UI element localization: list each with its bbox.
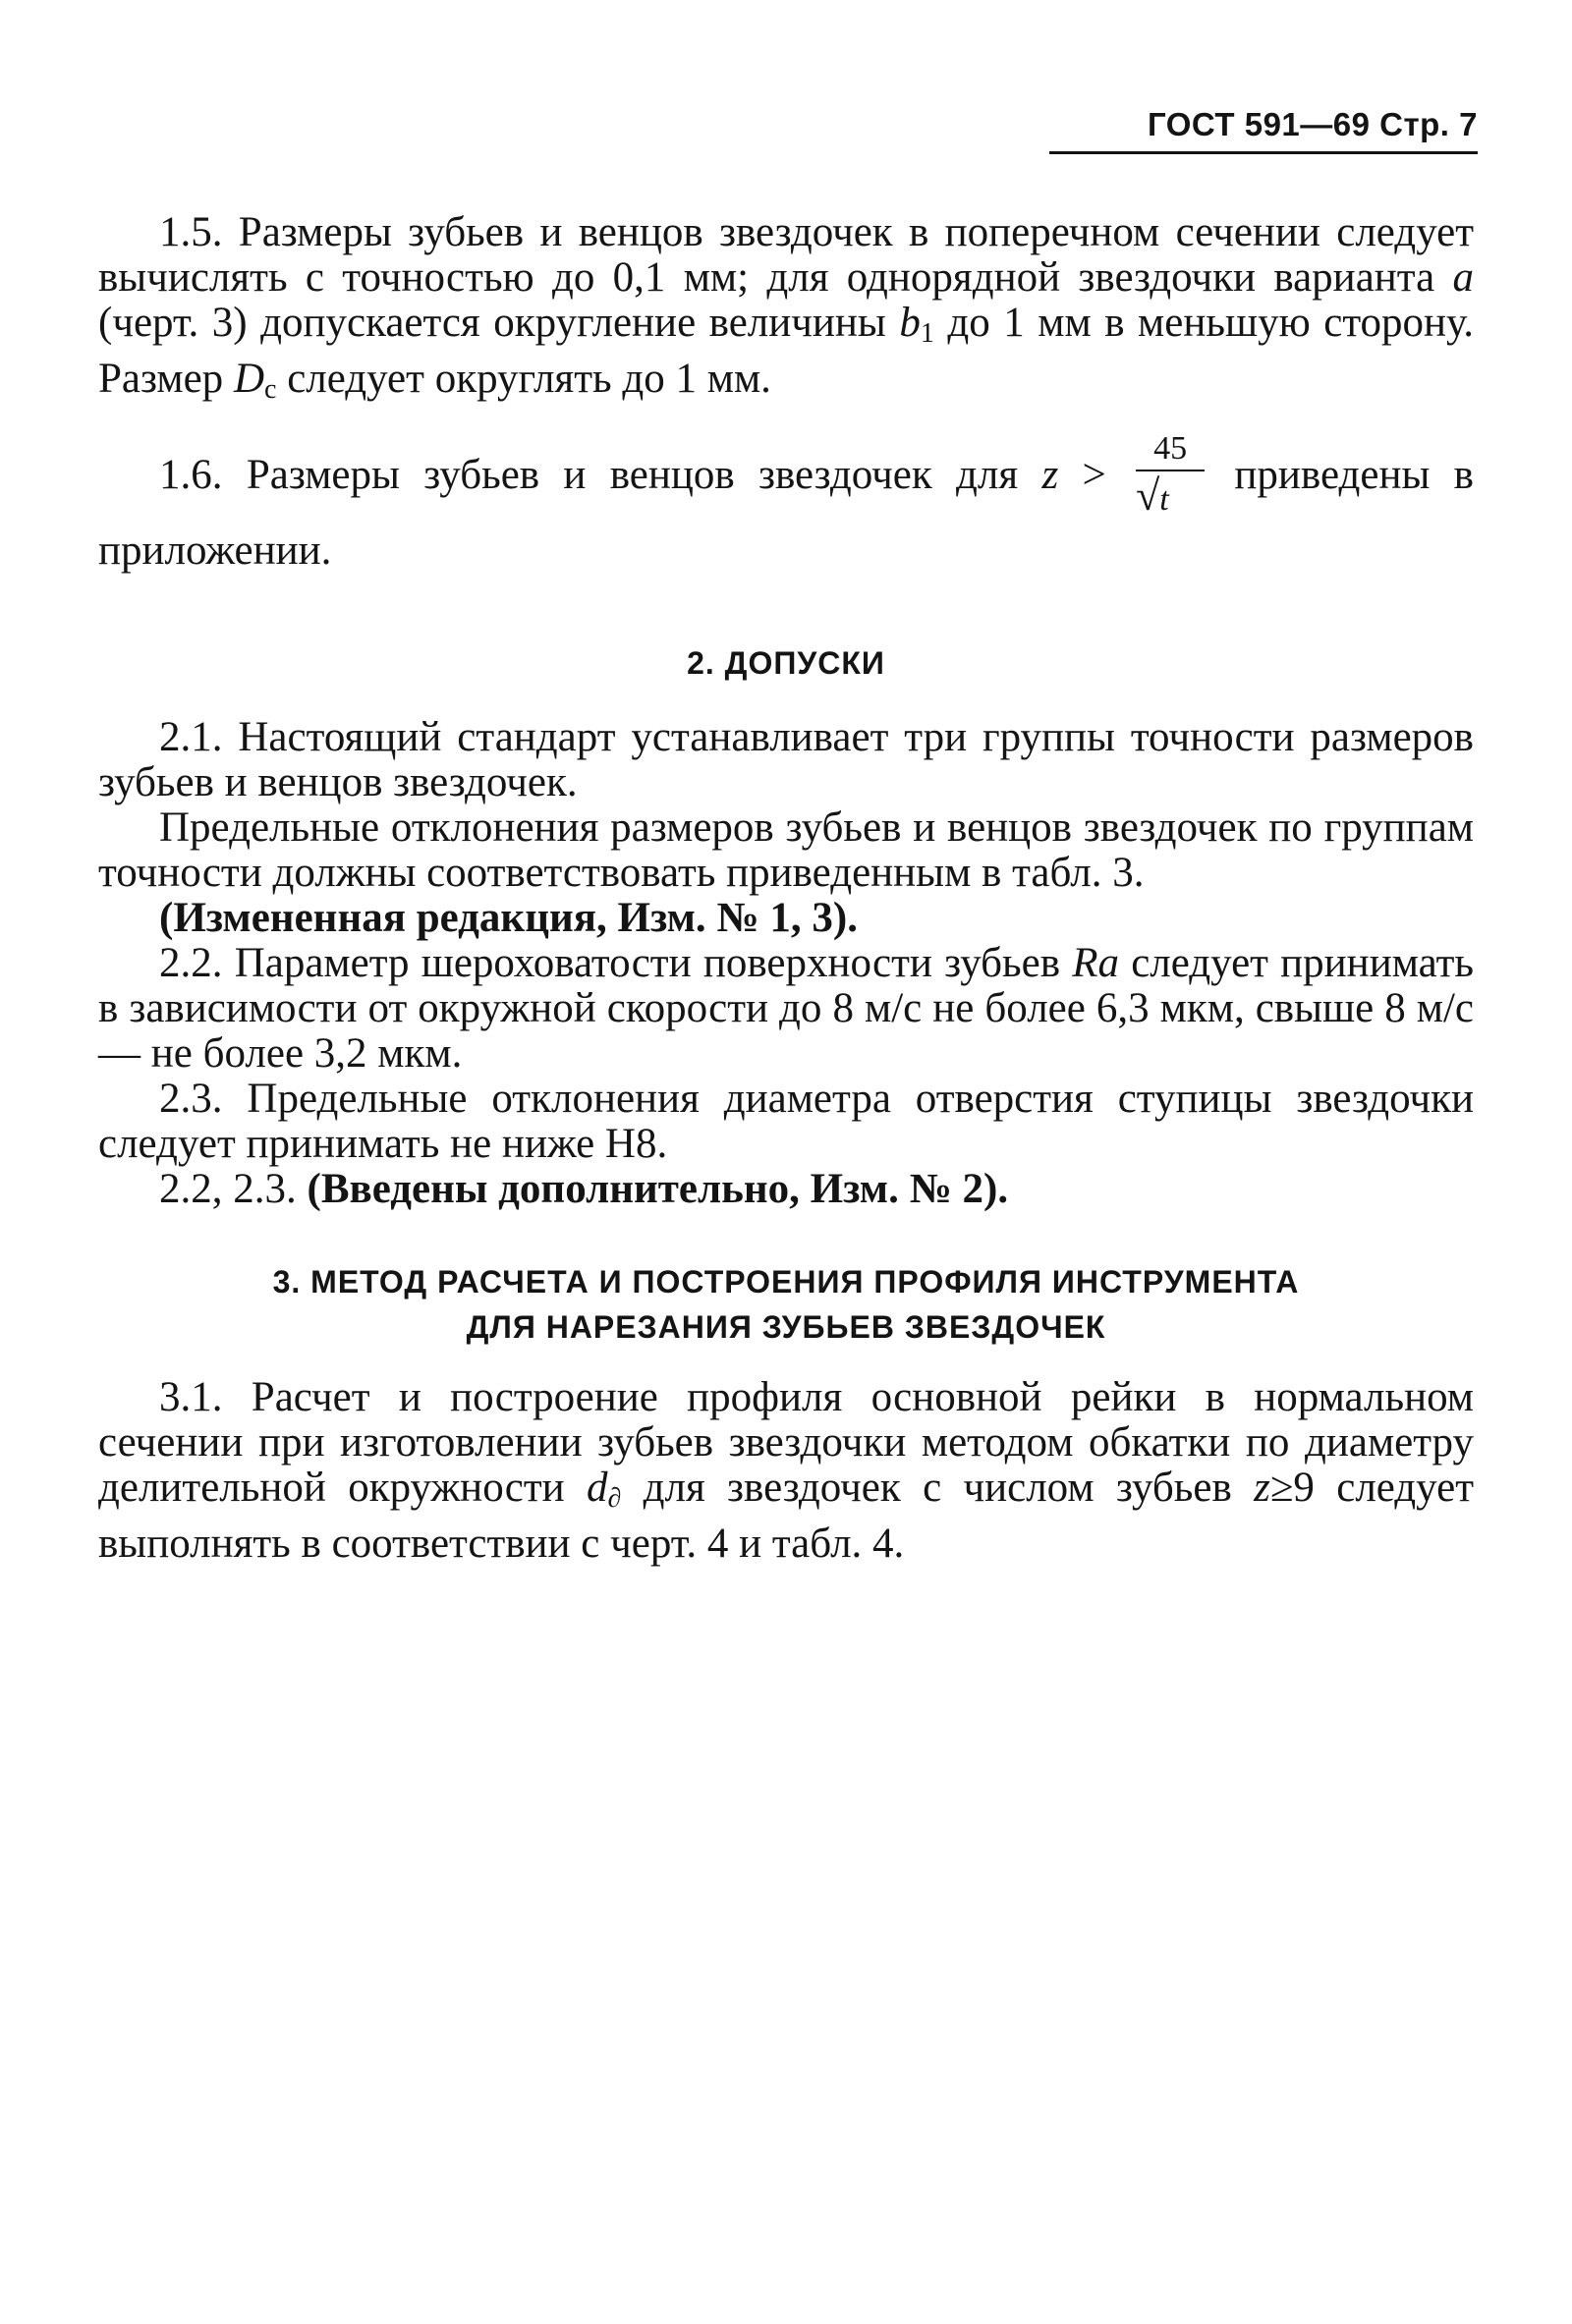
- page-number: Стр. 7: [1379, 106, 1478, 142]
- page-header: [1049, 106, 1478, 143]
- p31-text-2: для звездочек с числом зубьев: [621, 1465, 1255, 1511]
- p22-text-2: следует принимать в зависимости от окружной скорости до 8 м/с не более 6,3 мкм, свыше 8 м/с — не более 3,2 мкм.: [98, 940, 1475, 1077]
- p21: 2.1. Настоящий стандарт устанавливает три группы точности размеров зубьев и венцов звездочек.: [98, 714, 1474, 805]
- p15-text-3: до 1 мм в меньшую сторону. Размер: [98, 300, 1474, 402]
- symbol-b: b: [899, 300, 921, 346]
- p22-text-1: 2.2. Параметр шероховатости поверхности зубьев: [159, 940, 1073, 986]
- p16-text-2: приведены в приложении.: [98, 451, 1474, 574]
- section-2-title: 2. ДОПУСКИ: [687, 645, 885, 681]
- symbol-z-count: z: [1254, 1465, 1270, 1511]
- sqrt-arg: t: [1159, 481, 1169, 518]
- variant-a: a: [1452, 254, 1474, 301]
- p31: [98, 1375, 1474, 1567]
- fraction-45-sqrt-t: [1136, 432, 1205, 525]
- symbol-z: z: [1041, 451, 1059, 498]
- header-rule: [1049, 151, 1478, 154]
- section-2-body: [98, 715, 1474, 1212]
- section-3-title-line-1: 3. МЕТОД РАСЧЕТА И ПОСТРОЕНИЯ ПРОФИЛЯ ИНСТРУМЕНТА: [272, 1264, 1300, 1300]
- p22: [98, 941, 1474, 1077]
- sqrt-sign: √: [1136, 471, 1160, 520]
- p-refs: 2.2, 2.3.: [159, 1166, 308, 1212]
- fraction-numerator: 45: [1136, 432, 1205, 471]
- fraction-denominator: [1136, 471, 1205, 525]
- p31-text-1: 3.1. Расчет и построение профиля основной рейки в нормальном сечении при изготовлении зубьев звездочки методом обкатки по диаметру делительной окружности: [98, 1374, 1474, 1511]
- gt-sign: >: [1058, 451, 1131, 498]
- symbol-d-pitch-sub: ∂: [607, 1483, 622, 1514]
- section-3-body: [98, 1375, 1474, 1567]
- section-3-title-line-2: ДЛЯ НАРЕЗАНИЯ ЗУБЬЕВ ЗВЕЗДОЧЕК: [466, 1309, 1106, 1345]
- symbol-ra: Ra: [1072, 940, 1120, 986]
- section-3-title: [98, 1259, 1474, 1350]
- amendment-text-2: (Введены дополнительно, Изм. № 2).: [307, 1166, 1009, 1212]
- p31-text-3: ≥9 следует выполнять в соответствии с черт. 4 и табл. 4.: [98, 1465, 1474, 1567]
- symbol-d-sub: c: [264, 374, 277, 405]
- p15-text-4: следует округлять до 1 мм.: [276, 356, 771, 402]
- p23: 2.3. Предельные отклонения диаметра отверстия ступицы звездочки следует принимать не ниже Н8.: [98, 1076, 1474, 1167]
- p21-continued: Предельные отклонения размеров зубьев и венцов звездочек по группам точности должны соответствовать приведенным в табл. 3.: [98, 804, 1474, 896]
- paragraph-1-6: [98, 432, 1474, 578]
- p15-text-1: 1.5. Размеры зубьев и венцов звездочек в поперечном сечении следует вычислять с точностью до 0,1 мм; для однорядной звездочки варианта: [98, 209, 1474, 301]
- symbol-d-pitch: d: [586, 1465, 608, 1511]
- p15-text-2: (черт. 3) допускается округление величины: [98, 300, 900, 346]
- amendment-note-1: (Измененная редакция, Изм. № 1, 3).: [159, 895, 858, 941]
- symbol-b-sub: 1: [920, 318, 934, 349]
- symbol-d: D: [233, 356, 264, 402]
- paragraph-1-5: [98, 210, 1474, 413]
- p16-text-1: 1.6. Размеры зубьев и венцов звездочек для: [159, 451, 1042, 498]
- doc-number: ГОСТ 591—69: [1147, 106, 1371, 142]
- amendment-note-2: [98, 1167, 1474, 1212]
